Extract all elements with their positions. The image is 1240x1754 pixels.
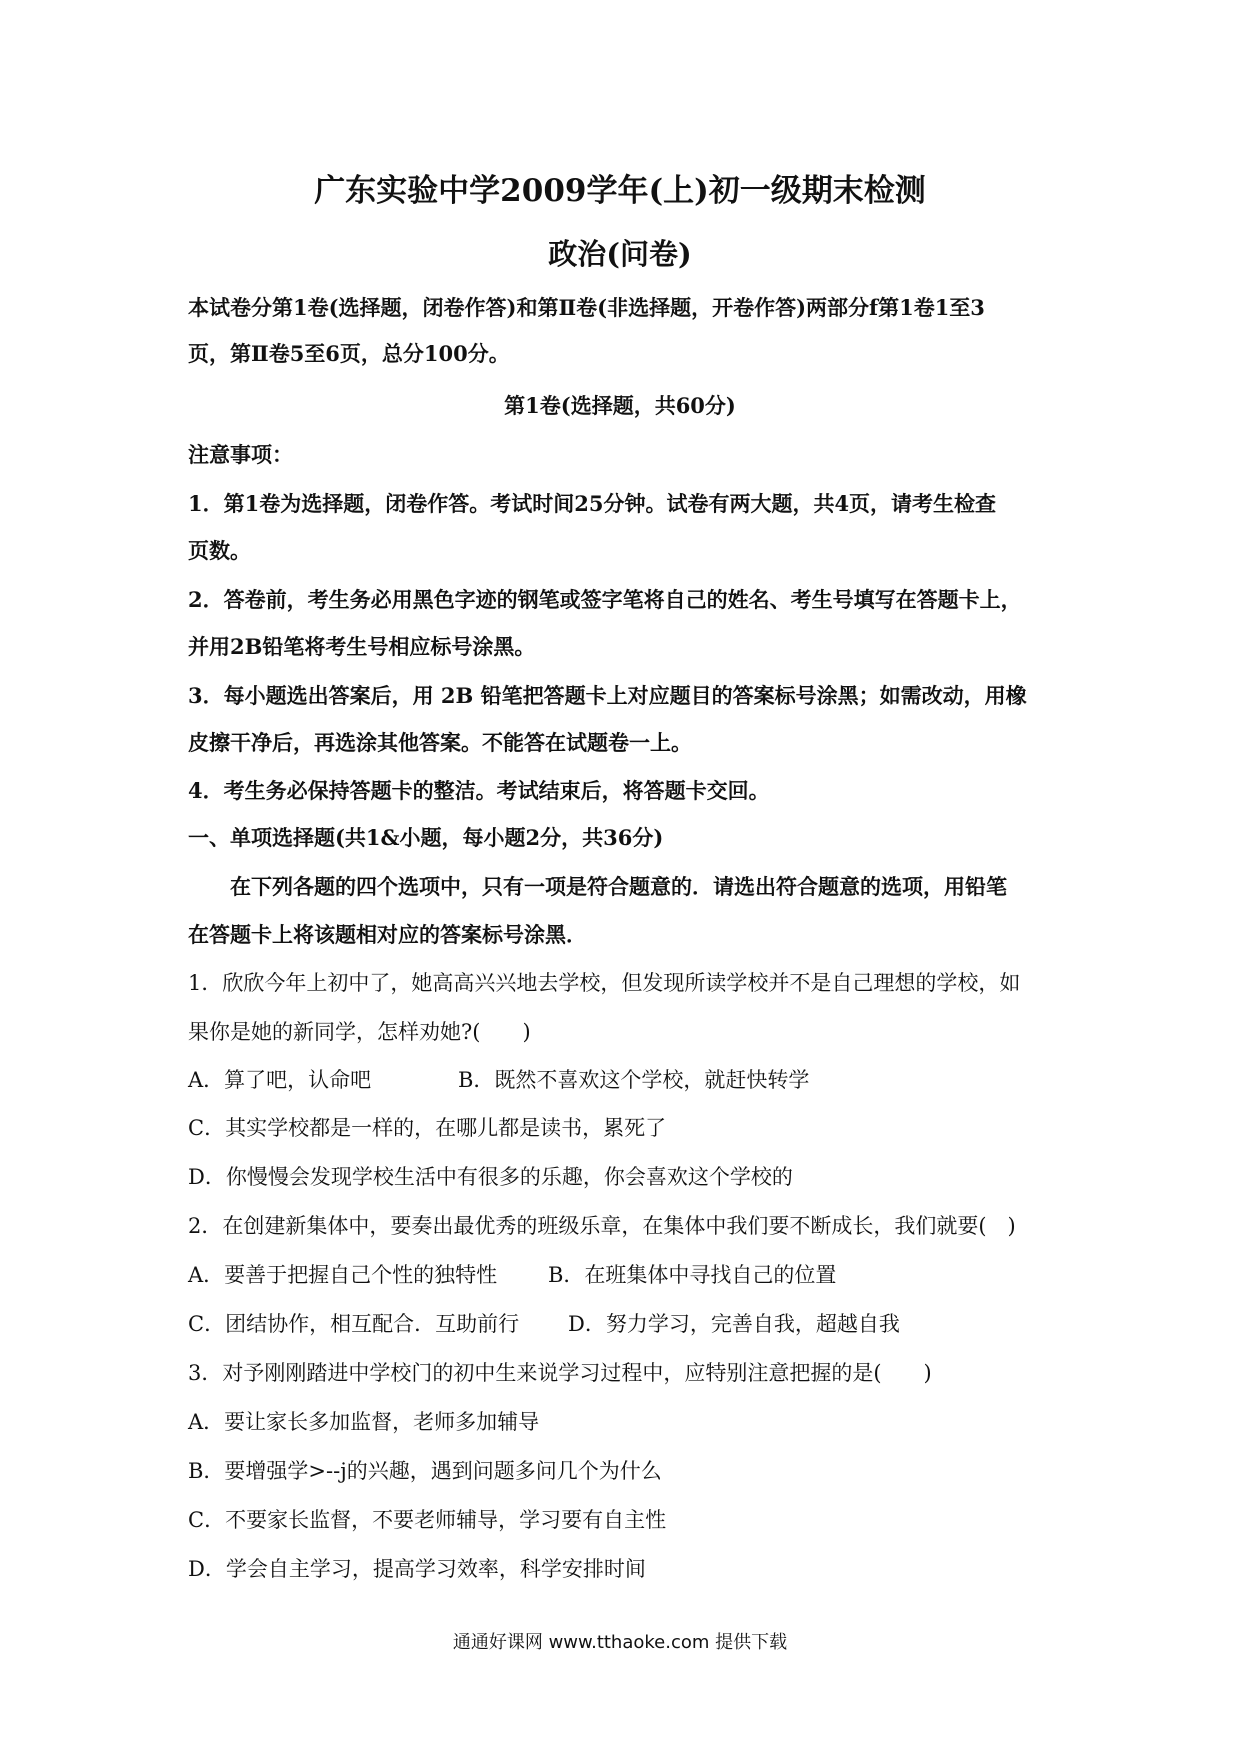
note-4: 4．考生务必保持答题卡的整洁。考试结束后，将答题卡交回。 xyxy=(188,778,770,803)
question-3-option-a: A．要让家长多加监督，老师多加辅导 xyxy=(188,1410,540,1434)
question-2-option-a: A．要善于把握自己个性的独特性 xyxy=(188,1263,498,1287)
question-1-option-b: B．既然不喜欢这个学校，就赶快转学 xyxy=(458,1068,810,1092)
intro-line-1: 本试卷分第1卷(选择题，闭卷作答)和第Ⅱ卷(非选择题，开卷作答)两部分f第1卷1至3 xyxy=(188,295,985,320)
question-3-option-c: C．不要家长监督，不要老师辅导，学习要有自主性 xyxy=(188,1508,667,1532)
question-3-option-b: B．要增强学>--j的兴趣，遇到问题多问几个为什么 xyxy=(188,1459,662,1483)
question-2-stem: 2．在创建新集体中，要奏出最优秀的班级乐章，在集体中我们要不断成长，我们就要( ) xyxy=(188,1214,1016,1238)
question-2-option-b: B．在班集体中寻找自己的位置 xyxy=(548,1263,837,1287)
section-heading: 第1卷(选择题，共60分) xyxy=(504,393,736,418)
question-1-stem-line-1: 1．欣欣今年上初中了，她高高兴兴地去学校，但发现所读学校并不是自己理想的学校，如 xyxy=(188,971,1021,995)
question-3-option-d: D．学会自主学习，提高学习效率，科学安排时间 xyxy=(188,1557,646,1581)
notes-heading: 注意事项： xyxy=(188,442,293,467)
note-1-line-1: 1．第1卷为选择题，闭卷作答。考试时间25分钟。试卷有两大题，共4页，请考生检查 xyxy=(188,491,997,516)
note-2-line-2: 并用2B铅笔将考生号相应标号涂黑。 xyxy=(188,634,536,659)
question-3-stem: 3．对予刚刚踏进中学校门的初中生来说学习过程中，应特别注意把握的是( ) xyxy=(188,1361,932,1385)
exam-subtitle: 政治(问卷) xyxy=(548,237,692,271)
page-footer: 通通好课网 www.tthaoke.com 提供下载 xyxy=(452,1632,788,1653)
question-1-option-a: A．算了吧，认命吧 xyxy=(188,1068,372,1092)
part1-instruction-line-1: 在下列各题的四个选项中，只有一项是符合题意的．请选出符合题意的选项，用铅笔 xyxy=(230,874,1007,899)
question-1-option-d: D．你慢慢会发现学校生活中有很多的乐趣，你会喜欢这个学校的 xyxy=(188,1165,793,1189)
question-2-option-d: D．努力学习，完善自我，超越自我 xyxy=(568,1312,900,1336)
part1-heading: 一、单项选择题(共1&小题，每小题2分，共36分) xyxy=(188,825,664,850)
exam-title: 广东实验中学2009学年(上)初一级期末检测 xyxy=(314,173,926,209)
note-3-line-2: 皮擦干净后，再选涂其他答案。不能答在试题卷一上。 xyxy=(188,730,692,755)
note-1-line-2: 页数。 xyxy=(188,538,251,563)
note-2-line-1: 2．答卷前，考生务必用黑色字迹的钢笔或签字笔将自己的姓名、考生号填写在答题卡上， xyxy=(188,587,1022,612)
note-3-line-1: 3．每小题选出答案后，用 2B 铅笔把答题卡上对应题目的答案标号涂黑；如需改动，用橡 xyxy=(188,683,1027,708)
intro-line-2: 页，第Ⅱ卷5至6页，总分100分。 xyxy=(188,341,510,366)
question-1-option-c: C．其实学校都是一样的，在哪儿都是读书，累死了 xyxy=(188,1116,667,1140)
question-2-option-c: C．团结协作，相互配合．互助前行 xyxy=(188,1312,520,1336)
question-1-stem-line-2: 果你是她的新同学，怎样劝她?( ) xyxy=(188,1020,531,1044)
part1-instruction-line-2: 在答题卡上将该题相对应的答案标号涂黑． xyxy=(188,922,587,947)
